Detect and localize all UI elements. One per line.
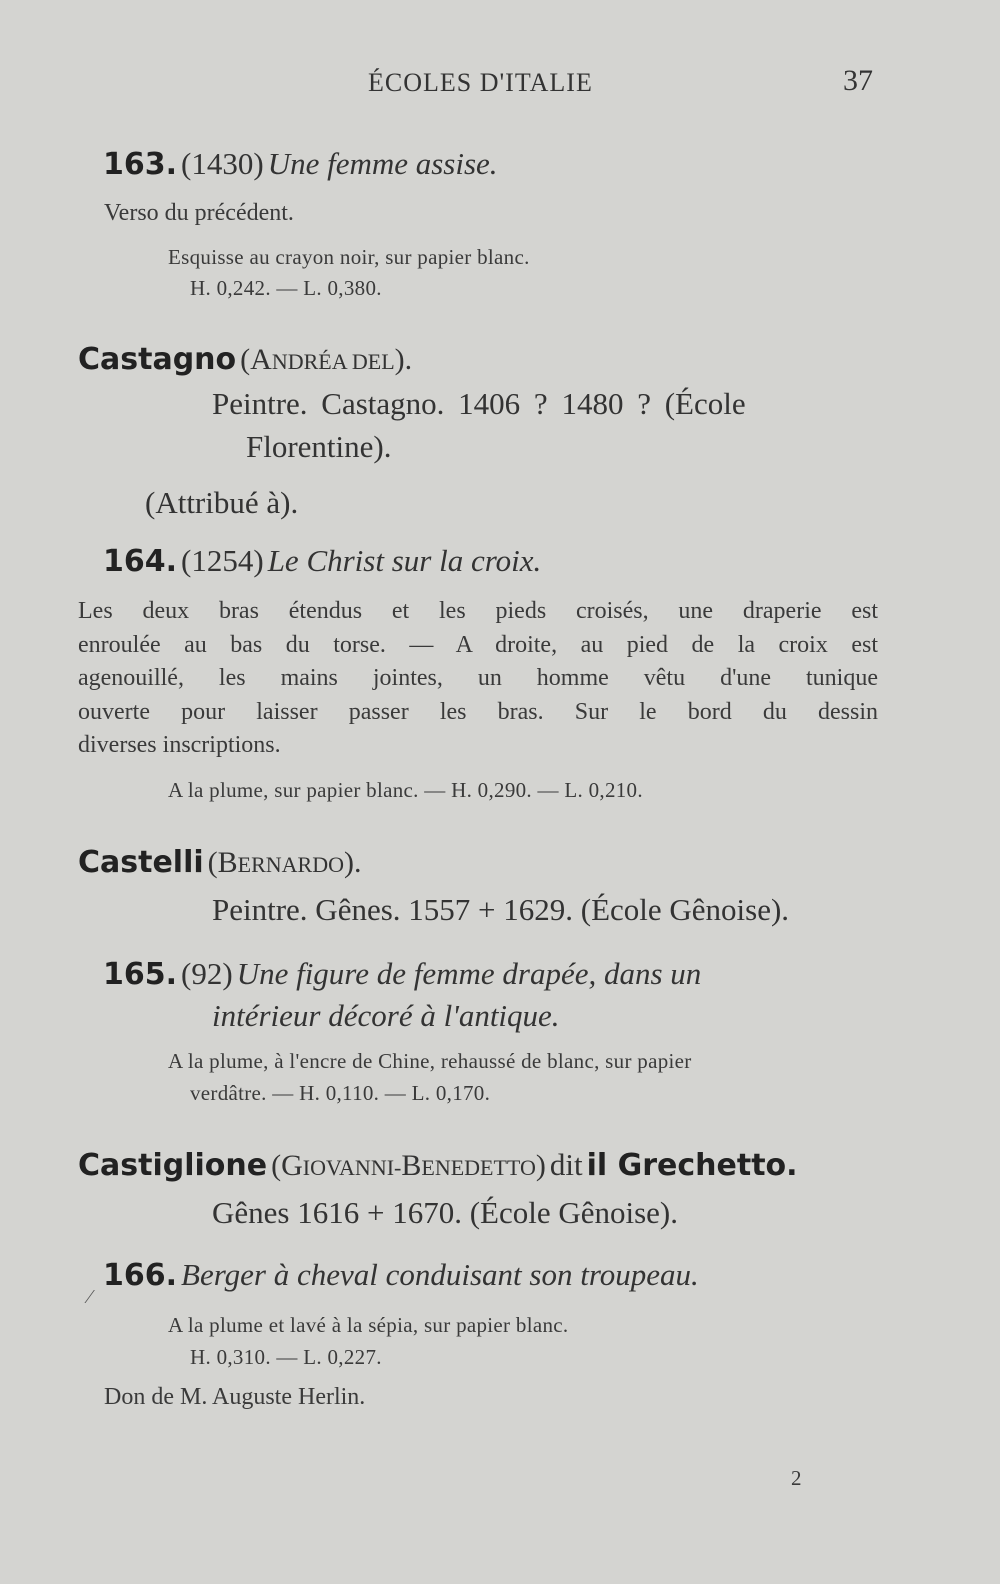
description-line: diverses inscriptions. [78, 732, 281, 758]
dimensions: H. 0,310. — L. 0,227. [190, 1345, 382, 1369]
technique: A la plume, sur papier blanc. — H. 0,290. — L. 0,210. [168, 778, 643, 802]
artwork-title: Le Christ sur la croix. [267, 543, 542, 578]
description-line: Les deux bras étendus et les pieds croisés, une draperie est [78, 598, 878, 624]
inventory-number: (1430) [181, 146, 264, 181]
inventory-number: (92) [181, 956, 233, 991]
entry-164-heading [103, 543, 541, 579]
artist-heading-castagno [78, 342, 412, 377]
artist-bio-continued: Florentine). [246, 429, 392, 464]
verso-note: Verso du précédent. [104, 200, 294, 226]
technique-continued: verdâtre. — H. 0,110. — L. 0,170. [190, 1081, 491, 1105]
description-line: ouverte pour laisser passer les bras. Sur le bord du dessin [78, 698, 878, 725]
technique: Esquisse au crayon noir, sur papier blanc. [168, 245, 530, 269]
artwork-title-continued: intérieur décoré à l'antique. [212, 998, 560, 1033]
technique: A la plume et lavé à la sépia, sur papier blanc. [168, 1313, 569, 1337]
artist-alias: il Grechetto. [586, 1148, 798, 1183]
entry-163-heading [103, 146, 498, 182]
artist-surname: Castelli [78, 845, 204, 880]
artist-heading-castiglione [78, 1147, 798, 1183]
description-line: enroulée au bas du torse. — A droite, au pied de la croix est [78, 631, 878, 658]
artist-heading-castelli [78, 845, 362, 880]
page-number: 37 [843, 64, 873, 97]
technique: A la plume, à l'encre de Chine, rehaussé de blanc, sur papier [168, 1049, 692, 1073]
artist-bio: Peintre. Castagno. 1406 ? 1480 ? (École [212, 386, 746, 421]
entry-166-heading [103, 1257, 699, 1293]
artwork-title: Une femme assise. [267, 146, 498, 181]
artist-surname: Castiglione [78, 1148, 268, 1183]
running-header: ÉCOLES D'ITALIE [368, 68, 593, 97]
provenance: Don de M. Auguste Herlin. [104, 1384, 366, 1410]
entry-number: 163. [103, 147, 178, 182]
inventory-number: (1254) [181, 543, 264, 578]
artist-bio: Peintre. Gênes. 1557 + 1629. (École Gênoise). [212, 892, 790, 927]
description-line: agenouillé, les mains jointes, un homme vêtu d'une tunique [78, 665, 878, 691]
artwork-title: Berger à cheval conduisant son troupeau. [181, 1257, 699, 1292]
artwork-description [78, 595, 878, 763]
entry-number: 166. [103, 1258, 178, 1293]
artist-given-name: (BERNARDO). [207, 846, 362, 879]
entry-165-heading [103, 956, 701, 992]
artist-surname: Castagno [78, 342, 237, 377]
artist-given-name: (GIOVANNI-BENEDETTO) [271, 1149, 546, 1182]
dit-label: dit [549, 1147, 583, 1182]
artist-given-name: (ANDRÉA DEL). [240, 343, 413, 376]
entry-number: 164. [103, 544, 178, 579]
margin-mark: ⁄ [88, 1286, 92, 1308]
signature-mark: 2 [791, 1466, 802, 1490]
attribution: (Attribué à). [145, 485, 299, 520]
artwork-title: Une figure de femme drapée, dans un [236, 956, 702, 991]
artist-bio: Gênes 1616 + 1670. (École Gênoise). [212, 1195, 678, 1230]
entry-number: 165. [103, 957, 178, 992]
dimensions: H. 0,242. — L. 0,380. [190, 276, 382, 300]
